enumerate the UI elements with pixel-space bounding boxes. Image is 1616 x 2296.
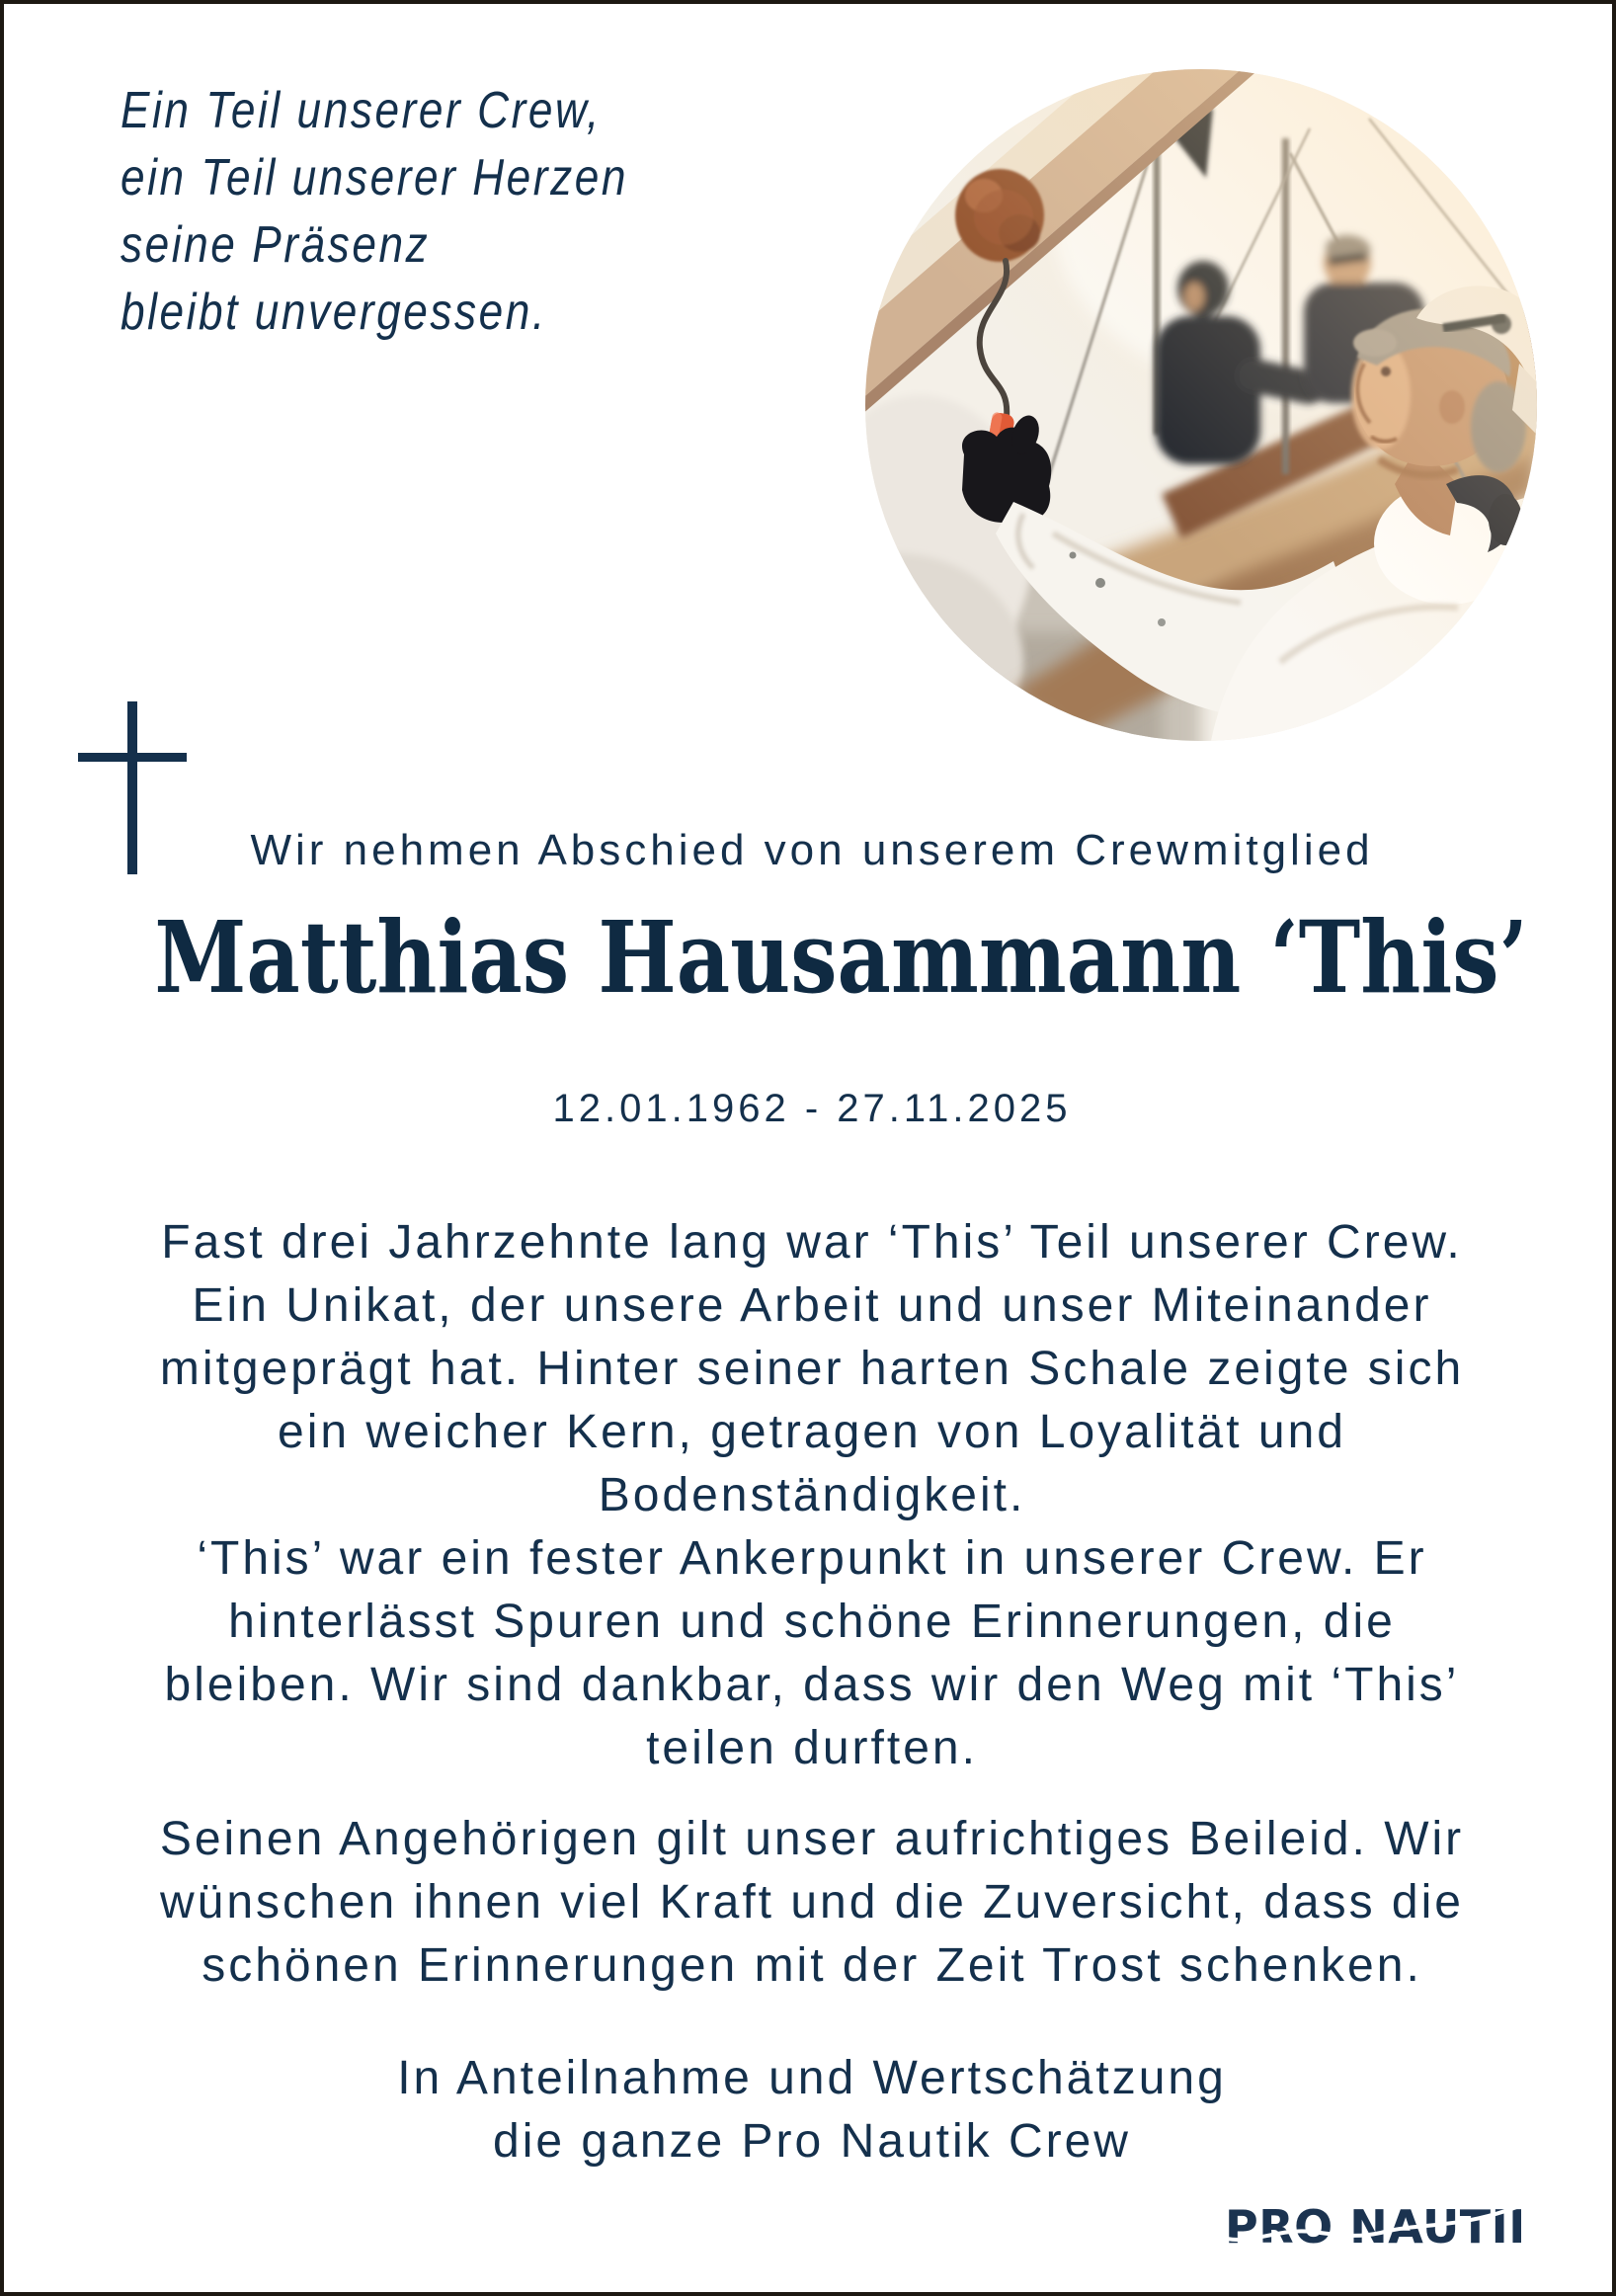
boatyard-painting-scene-illustration <box>865 69 1537 741</box>
text-line: teilen durften. <box>646 1722 978 1774</box>
farewell-intro: Wir nehmen Abschied von unserem Crewmitglied <box>250 826 1374 874</box>
pro-nautik-logo-text: PRO NAUTIK <box>1225 2201 1521 2254</box>
text-line: bleiben. Wir sind dankbar, dass wir den Weg mit ‘This’ <box>164 1659 1460 1711</box>
memorial-quote <box>121 77 628 346</box>
text-line: mitgeprägt hat. Hinter seiner harten Schale zeigte sich <box>159 1343 1465 1395</box>
text-line: Bodenständigkeit. <box>598 1469 1026 1521</box>
life-dates: 12.01.1962 - 27.11.2025 <box>552 1087 1072 1130</box>
text-line: In Anteilnahme und Wertschätzung <box>397 2052 1227 2104</box>
text-line: Ein Teil unserer Crew, <box>121 82 602 139</box>
obituary-paragraph-2 <box>24 1808 1600 1998</box>
memorial-photo <box>865 69 1537 741</box>
text-line: seine Präsenz <box>121 216 431 274</box>
text-line: Fast drei Jahrzehnte lang war ‘This’ Teil unserer Crew. <box>161 1216 1463 1269</box>
text-line: Ein Unikat, der unsere Arbeit und unser Miteinander <box>192 1279 1432 1332</box>
text-line: hinterlässt Spuren und schöne Erinnerungen, die <box>228 1596 1396 1648</box>
text-line: wünschen ihnen viel Kraft und die Zuversicht, dass die <box>160 1876 1464 1928</box>
pro-nautik-logo-graphic <box>1225 2201 1521 2256</box>
text-line: ein weicher Kern, getragen von Loyalität und <box>278 1406 1346 1458</box>
text-line: die ganze Pro Nautik Crew <box>493 2115 1131 2168</box>
text-line: ein Teil unserer Herzen <box>121 149 628 206</box>
deceased-name-text: Matthias Hausammann ‘This’ <box>154 899 1528 1016</box>
text-line: bleibt unvergessen. <box>121 284 547 341</box>
text-line: Seinen Angehörigen gilt unser aufrichtiges Beileid. Wir <box>159 1813 1465 1865</box>
obituary-paragraph-1 <box>24 1211 1600 1780</box>
deceased-name <box>24 899 1600 1016</box>
text-line: ‘This’ war ein fester Ankerpunkt in unserer Crew. Er <box>197 1532 1427 1585</box>
pro-nautik-logo <box>1225 2201 1521 2256</box>
closing-signature <box>24 2047 1600 2173</box>
text-line: schönen Erinnerungen mit der Zeit Trost schenken. <box>202 1939 1422 1992</box>
